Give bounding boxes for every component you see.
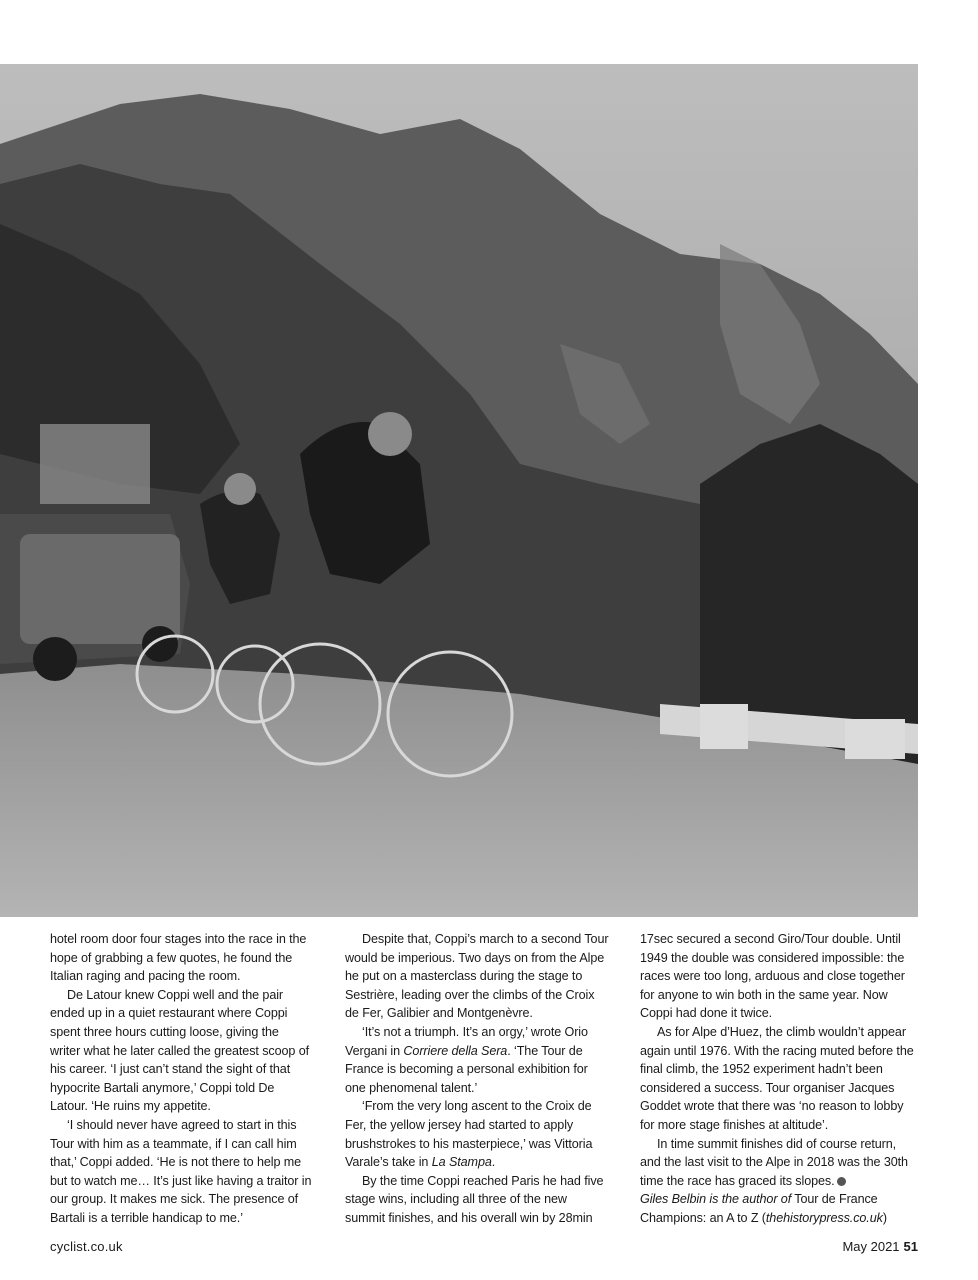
end-mark-icon [837, 1177, 846, 1186]
text-column-3 [640, 930, 918, 1228]
paragraph: De Latour knew Coppi well and the pair ended up in a quiet restaurant where Coppi spent three hours cutting loose, giving the writer what he later called the greatest scoop of his career. ‘I just can’t stand the sight of that hypocrite Bartali anymore,’ Coppi told De Latour. ‘He ruins my appetite. [50, 987, 310, 1114]
paragraph: ‘It’s not a triumph. It’s an orgy,’ wrote Orio Vergani in Corriere della Sera. ‘The Tour de France is becoming a personal exhibition for one phenomenal talent.’ [345, 1024, 588, 1095]
paragraph: In time summit finishes did of course return, and the last visit to the Alpe in 2018 was the 30th time the race has graced its slopes. [640, 1136, 908, 1188]
paragraph: As for Alpe d’Huez, the climb wouldn’t appear again until 1976. With the racing muted before the final climb, the 1952 experiment hadn’t been considered a success. Tour organiser Jacques Goddet wrote that there was ‘no reason to lobby for more stage finishes at altitude’. [640, 1024, 914, 1132]
footer-page-info [842, 1239, 918, 1254]
issue-date: May 2021 [842, 1239, 900, 1254]
text-column-2 [345, 930, 609, 1228]
page-number: 51 [903, 1239, 918, 1254]
footer-site: cyclist.co.uk [50, 1239, 123, 1254]
paragraph: ‘From the very long ascent to the Croix de Fer, the yellow jersey had started to apply brushstrokes to his masterpiece,’ was Vittoria Varale’s take in La Stampa. [345, 1099, 593, 1170]
publication-title: Corriere della Sera [403, 1043, 508, 1058]
paragraph: 17sec secured a second Giro/Tour double. Until 1949 the double was considered impossible: the races were too long, arduous and close together for anyone to win both in the same year. Now Coppi had done it twice. [640, 932, 905, 1021]
paragraph: ‘I should never have agreed to start in this Tour with him as a teammate, if I can call him that,’ Coppi added. ‘He is not there to help me but to watch me… It’s just like having a traitor in our group. It makes me sick. The presence of Bartali is a terrible handicap to me.’ [50, 1117, 312, 1225]
paragraph: Despite that, Coppi’s march to a second Tour would be imperious. Two days on from the Alpe he put on a masterclass during the stage to Sestrière, leading over the climbs of the Croix de Fer, Galibier and Montgenèvre. [345, 932, 609, 1021]
author-credit: Giles Belbin is the author of Tour de France Champions: an A to Z (thehistorypress.co.uk) [640, 1192, 887, 1225]
riders-on-mountain-road-photo [0, 64, 918, 917]
paragraph: By the time Coppi reached Paris he had five stage wins, including all three of the new summit finishes, and his overall win by 28min [345, 1173, 604, 1225]
text-column-1 [50, 930, 312, 1228]
paragraph: hotel room door four stages into the race in the hope of grabbing a few quotes, he found the Italian raging and pacing the room. [50, 932, 307, 984]
publication-title: La Stampa [431, 1155, 492, 1170]
hero-photo [0, 64, 918, 917]
